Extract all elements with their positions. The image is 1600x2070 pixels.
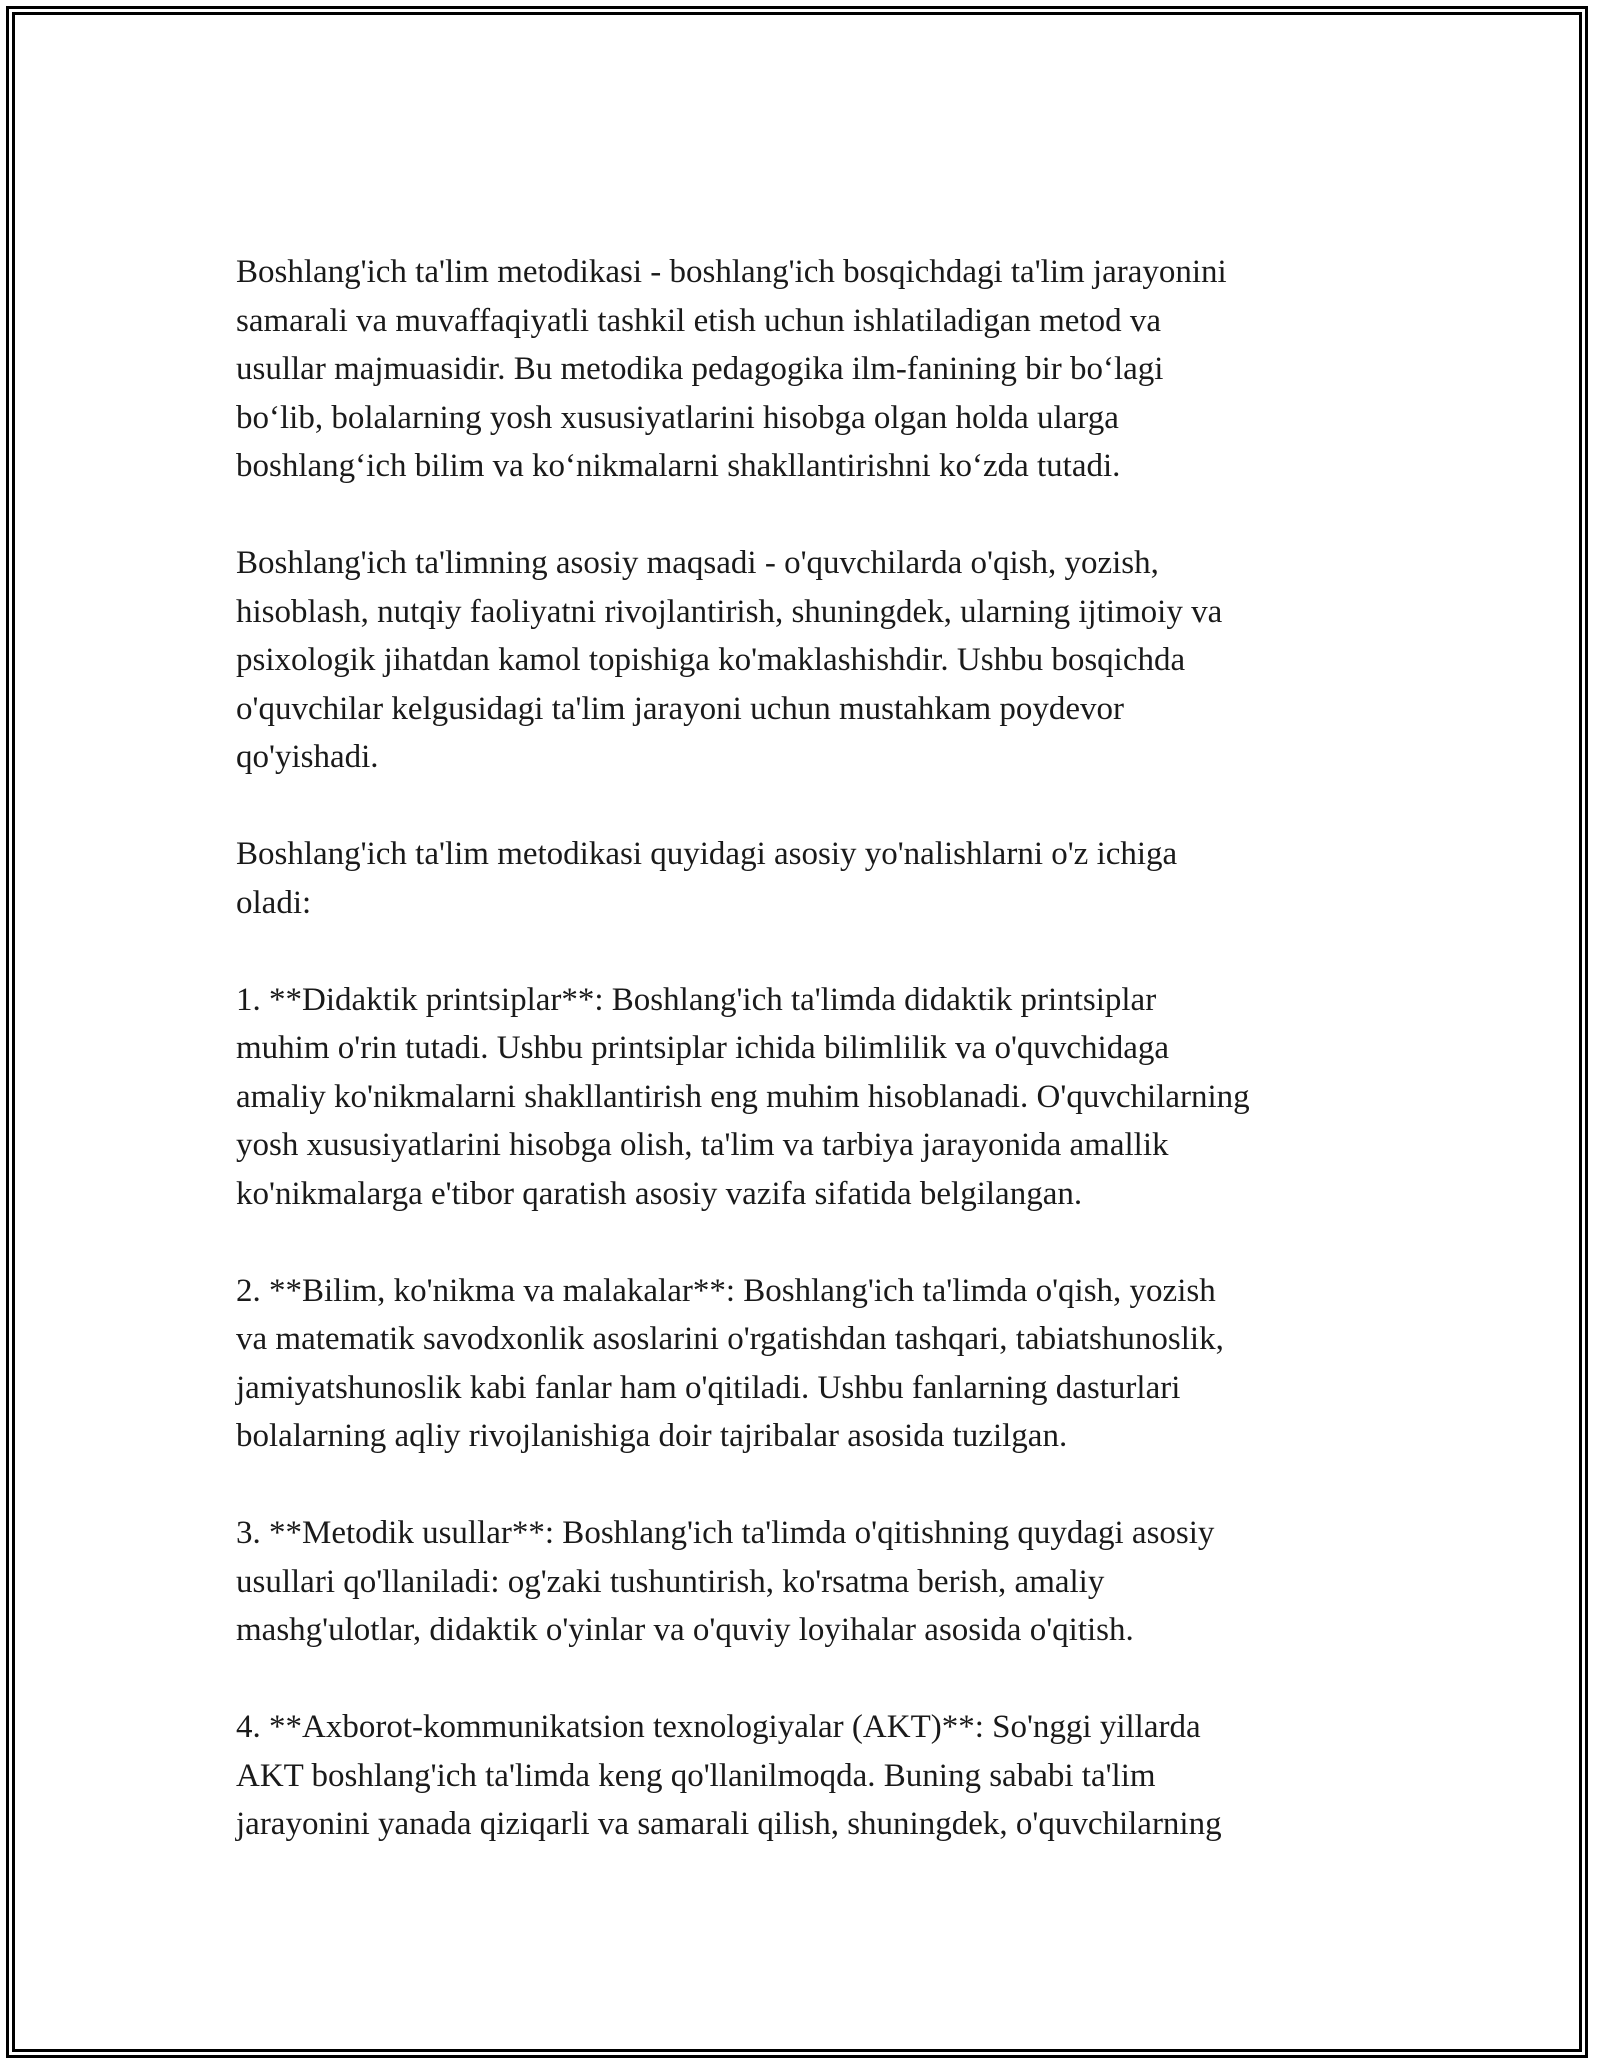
text-line: qo'yishadi. <box>236 739 379 775</box>
text-line: Boshlang'ich ta'lim metodikasi - boshlang'ich bosqichdagi ta'lim jarayonini <box>236 254 1227 290</box>
document-body <box>236 248 1386 1897</box>
text-line: 4. **Axborot-kommunikatsion texnologiyalar (AKT)**: So'nggi yillarda <box>236 1709 1201 1745</box>
text-line: o'quvchilar kelgusidagi ta'lim jarayoni uchun mustahkam poydevor <box>236 690 1125 727</box>
text-line: ko'nikmalarga e'tibor qaratish asosiy vazifa sifatida belgilangan. <box>236 1175 1083 1212</box>
text-line: usullari qo'llaniladi: og'zaki tushuntirish, ko'rsatma berish, amaliy <box>236 1563 1105 1600</box>
text-line: bo‘lib, bolalarning yosh xususiyatlarini hisobga olgan holda ularga <box>236 399 1119 436</box>
text-line: muhim o'rin tutadi. Ushbu printsiplar ichida bilimlilik va o'quvchidaga <box>236 1030 1170 1066</box>
list-item-didactic-principles <box>236 976 1386 1219</box>
paragraph-intro <box>236 248 1386 491</box>
list-item-knowledge-skills <box>236 1267 1386 1461</box>
text-line: AKT boshlang'ich ta'limda keng qo'llanilmoqda. Buning sababi ta'lim <box>236 1757 1156 1794</box>
paragraph-directions-intro <box>236 830 1386 927</box>
text-line: amaliy ko'nikmalarni shakllantirish eng muhim hisoblanadi. O'quvchilarning <box>236 1078 1250 1115</box>
text-line: va matematik savodxonlik asoslarini o'rgatishdan tashqari, tabiatshunoslik, <box>236 1321 1224 1357</box>
list-item-methodical-approaches <box>236 1509 1386 1655</box>
text-line: hisoblash, nutqiy faoliyatni rivojlantirish, shuningdek, ularning ijtimoiy va <box>236 593 1223 630</box>
text-line: psixologik jihatdan kamol topishiga ko'maklashishdir. Ushbu bosqichda <box>236 642 1186 678</box>
text-line: usullar majmuasidir. Bu metodika pedagogika ilm-fanining bir bo‘lagi <box>236 351 1164 387</box>
list-item-ict <box>236 1703 1386 1849</box>
text-line: mashg'ulotlar, didaktik o'yinlar va o'quviy loyihalar asosida o'qitish. <box>236 1612 1134 1648</box>
text-line: 3. **Metodik usullar**: Boshlang'ich ta'limda o'qitishning quydagi asosiy <box>236 1515 1215 1551</box>
text-line: 1. **Didaktik printsiplar**: Boshlang'ich ta'limda didaktik printsiplar <box>236 981 1157 1018</box>
text-line: jamiyatshunoslik kabi fanlar ham o'qitiladi. Ushbu fanlarning dasturlari <box>236 1369 1181 1406</box>
text-line: oladi: <box>236 884 312 921</box>
text-line: yosh xususiyatlarini hisobga olish, ta'lim va tarbiya jarayonida amallik <box>236 1127 1169 1163</box>
text-line: jarayonini yanada qiziqarli va samarali qilish, shuningdek, o'quvchilarning <box>236 1806 1222 1842</box>
text-line: samarali va muvaffaqiyatli tashkil etish uchun ishlatiladigan metod va <box>236 302 1161 339</box>
text-line: bolalarning aqliy rivojlanishiga doir tajribalar asosida tuzilgan. <box>236 1418 1068 1454</box>
text-line: Boshlang'ich ta'lim metodikasi quyidagi asosiy yo'nalishlarni o'z ichiga <box>236 836 1178 872</box>
paragraph-goal <box>236 539 1386 782</box>
text-line: 2. **Bilim, ko'nikma va malakalar**: Boshlang'ich ta'limda o'qish, yozish <box>236 1272 1216 1309</box>
text-line: boshlang‘ich bilim va ko‘nikmalarni shakllantirishni ko‘zda tutadi. <box>236 448 1121 484</box>
text-line: Boshlang'ich ta'limning asosiy maqsadi - o'quvchilarda o'qish, yozish, <box>236 545 1159 581</box>
